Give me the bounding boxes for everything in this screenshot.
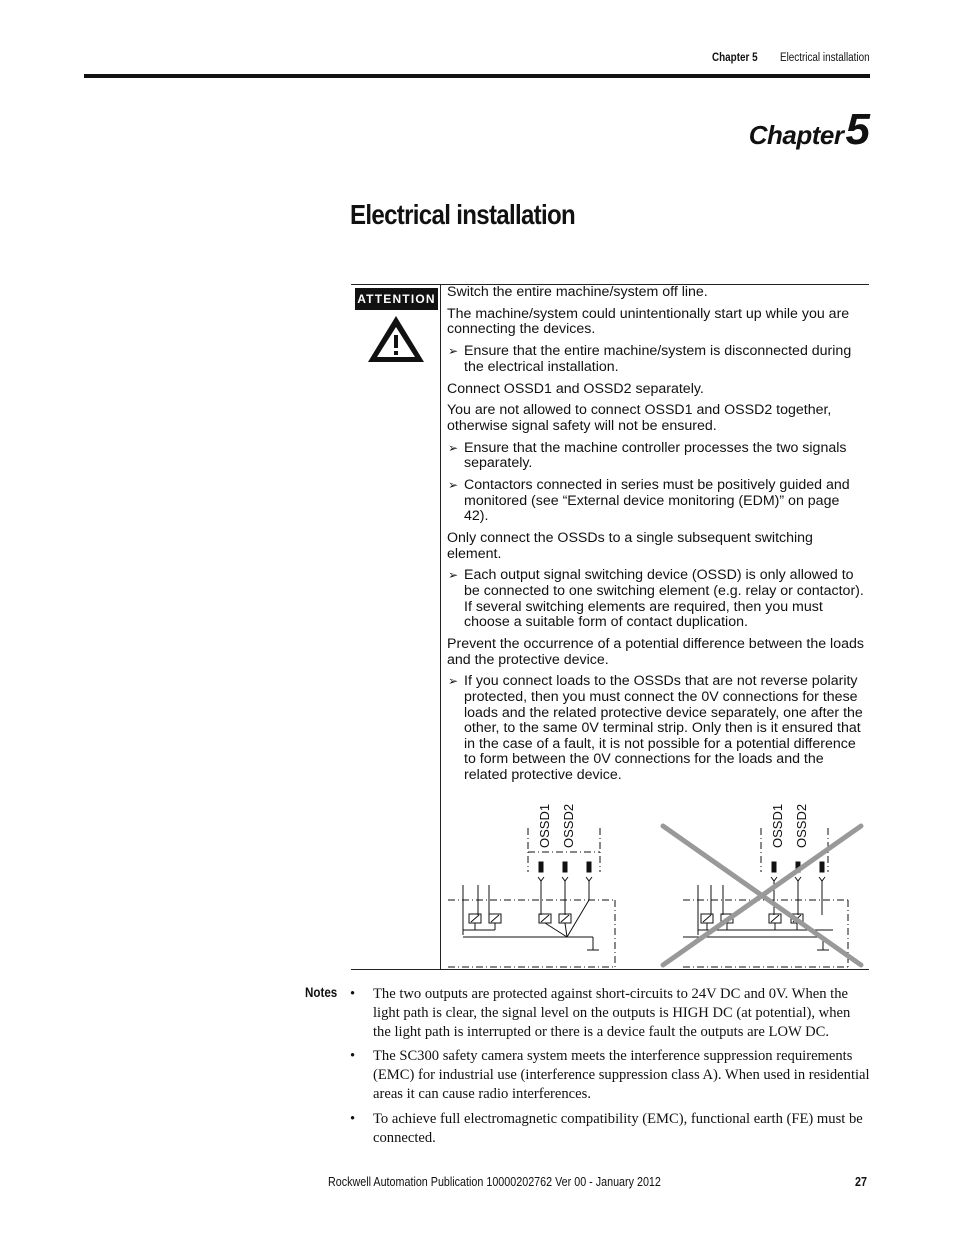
chapter-heading [749, 105, 870, 155]
attention-bullet [447, 478, 867, 525]
attention-bullet [447, 674, 867, 783]
notes-item [350, 1110, 870, 1148]
footer-publication: Rockwell Automation Publication 10000202762 Ver 00 - January 2012 [328, 1175, 661, 1189]
bullet-dot-icon: • [350, 1048, 356, 1065]
not-allowed-cross-icon [663, 826, 861, 965]
chapter-word: Chapter [748, 120, 844, 150]
notes-label: Notes [305, 985, 338, 1000]
ossd2-label-incorrect: OSSD2 [794, 803, 809, 848]
ossd1-label-incorrect: OSSD1 [770, 803, 785, 848]
arrow-bullet-icon: ➢ [448, 344, 459, 359]
attention-body [447, 285, 867, 790]
chapter-number: 5 [845, 105, 870, 154]
attention-paragraph: The machine/system could unintentionally start up while you are connecting the devices. [447, 305, 850, 338]
notes-item [350, 985, 870, 1041]
wiring-diagram [443, 790, 868, 975]
attention-bullet [447, 441, 867, 472]
attention-paragraph: You are not allowed to connect OSSD1 and OSSD2 together, otherwise signal safety will not be ensured. [447, 402, 832, 434]
header-rule [84, 74, 870, 78]
header-chapter-label: Chapter 5 [712, 52, 758, 64]
attention-paragraph: Only connect the OSSDs to a single subsequent switching element. [447, 530, 813, 562]
ossd2-label-correct: OSSD2 [561, 803, 576, 848]
attention-bullet [447, 344, 867, 375]
page-number: 27 [855, 1175, 867, 1189]
attention-bullet [447, 568, 867, 630]
attention-bullet-text: If you connect loads to the OSSDs that are not reverse polarity protected, then you must connect the 0V connections for these loads and the related protective device separately, one after the other, to the same 0V terminal strip. Only then is it ensured that in the case of a fault, it is not possible for a potential difference to form between the 0V connections for the loads and the related protective device. [464, 673, 863, 783]
attention-divider [440, 285, 441, 969]
attention-label: ATTENTION [355, 288, 438, 310]
arrow-bullet-icon: ➢ [448, 674, 459, 689]
notes-item-text: To achieve full electromagnetic compatibility (EMC), functional earth (FE) must be connected. [373, 1110, 863, 1146]
correct-wiring-diagram [448, 828, 615, 967]
notes-item-text: The two outputs are protected against short-circuits to 24V DC and 0V. When the light path is clear, the signal level on the outputs is HIGH DC (at potential), when the light path is interrupted or there is a device fault the outputs are LOW DC. [373, 986, 851, 1040]
arrow-bullet-icon: ➢ [448, 440, 459, 455]
attention-paragraph: Prevent the occurrence of a potential difference between the loads and the protective device. [447, 635, 864, 668]
attention-paragraph: Switch the entire machine/system off line. [447, 284, 708, 300]
warning-triangle-icon [366, 314, 426, 369]
arrow-bullet-icon: ➢ [448, 568, 459, 583]
bullet-dot-icon: • [350, 986, 356, 1002]
ossd1-label-correct: OSSD1 [537, 803, 552, 848]
attention-bullet-text: Ensure that the machine controller processes the two signals separately. [464, 439, 847, 472]
attention-bullet-text: Each output signal switching device (OSSD) is only allowed to be connected to one switching element (e.g. relay or contactor). If several switching elements are required, then you must choose a suitable form of contact duplication. [464, 567, 864, 631]
bullet-dot-icon: • [350, 1110, 356, 1127]
arrow-bullet-icon: ➢ [448, 478, 459, 493]
attention-bullet-text: Contactors connected in series must be positively guided and monitored (see “External device monitoring (EDM)” on page 42). [464, 477, 850, 525]
attention-paragraph: Connect OSSD1 and OSSD2 separately. [447, 380, 704, 397]
page-title: Electrical installation [350, 199, 576, 230]
notes-item-text: The SC300 safety camera system meets the interference suppression requirements (EMC) for industrial use (interference suppression class A). When used in residential areas it can cause radio interferences. [373, 1048, 870, 1102]
notes-list [350, 985, 870, 1153]
attention-bullet-text: Ensure that the entire machine/system is disconnected during the electrical installation. [464, 343, 852, 375]
header-section-title: Electrical installation [780, 52, 870, 64]
notes-item [350, 1047, 870, 1103]
